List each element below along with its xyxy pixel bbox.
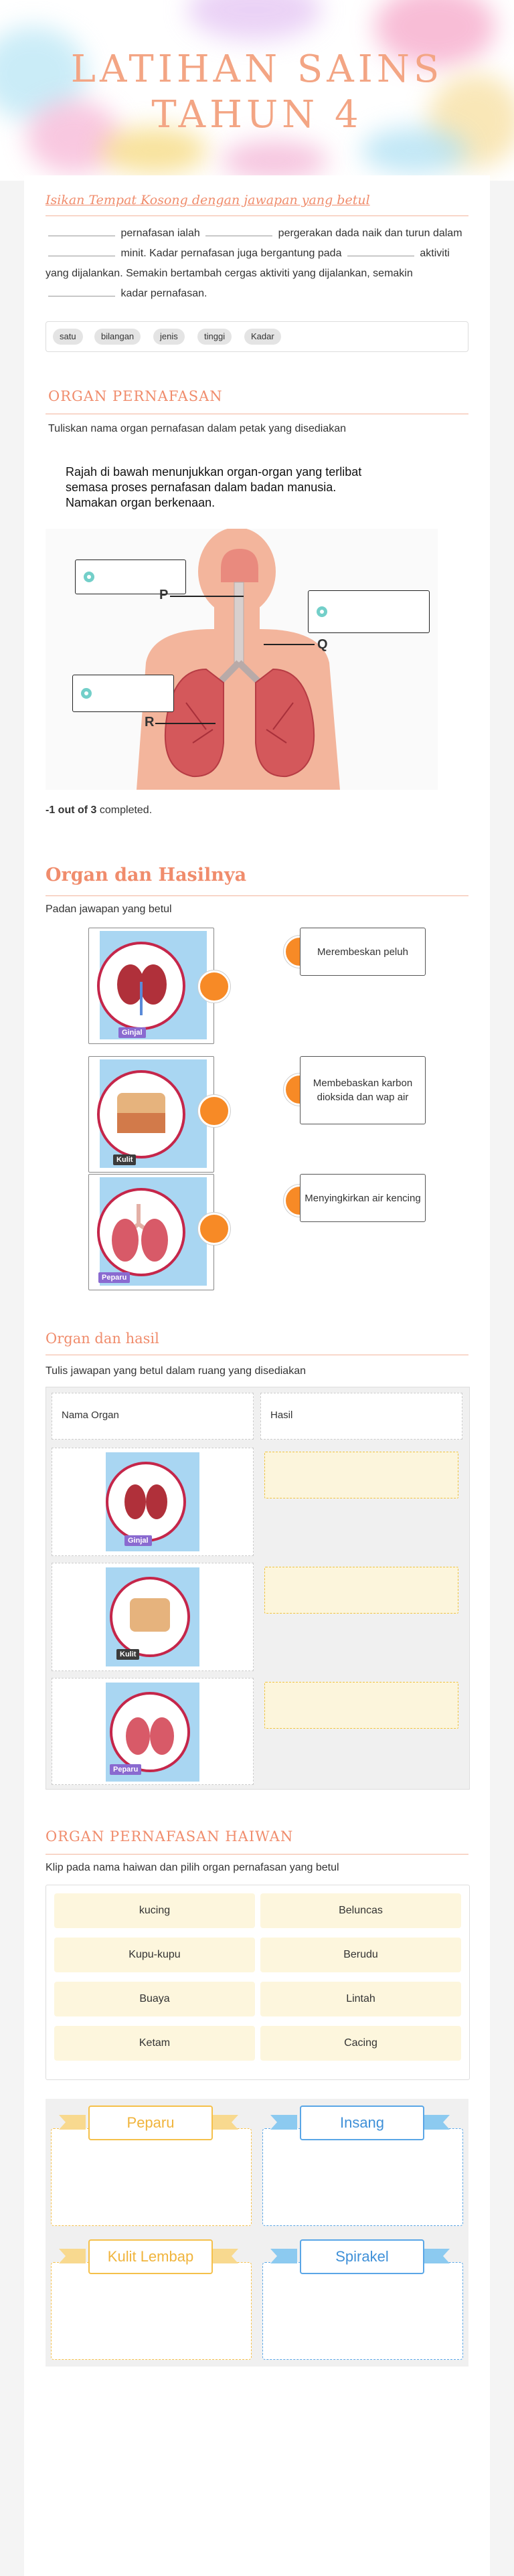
answer-drop-zone[interactable] [264,1452,458,1498]
progress-suffix: completed. [96,804,153,816]
match-answer[interactable]: Menyingkirkan air kencing [300,1174,426,1222]
section5-divider [46,1854,468,1855]
category-label-kulit-lembap: Kulit Lembap [88,2239,213,2274]
section4-instruction: Tulis jawapan yang betul dalam ruang yang disediakan [46,1365,306,1377]
category-label-insang: Insang [300,2106,424,2140]
table-row [52,1678,254,1785]
image-tag: Kulit [116,1649,139,1660]
audio-dot-icon[interactable] [317,606,327,617]
word-bank [46,321,468,352]
word-chip[interactable]: Kadar [244,329,281,345]
pointer-line-q [264,644,315,645]
answer-table [46,1387,470,1790]
section3-divider [46,895,468,896]
section5-title: ORGAN PERNAFASAN HAIWAN [46,1828,294,1844]
match-image-kulit[interactable] [88,1056,214,1173]
ribbon-left-icon [59,2246,86,2263]
animal-chip[interactable]: Beluncas [260,1893,461,1928]
page-title-line-2: TAHUN 4 [151,93,363,137]
animal-chip[interactable]: Cacing [260,2026,461,2061]
category-drop-area [46,2099,468,2367]
ribbon-left-icon [270,2112,297,2130]
section5-instruction: Klip pada nama haiwan dan pilih organ pernafasan yang betul [46,1862,339,1873]
page-title-line-1: LATIHAN SAINS [70,48,444,91]
ribbon-left-icon [270,2246,297,2263]
image-tag: Kulit [113,1154,136,1165]
animal-chip[interactable]: Berudu [260,1938,461,1972]
ribbon-right-icon [211,2112,238,2130]
label-r: R [145,715,155,729]
animal-chip[interactable]: Buaya [54,1982,255,2016]
image-tag: Peparu [98,1272,130,1283]
skin-icon [100,1073,183,1156]
match-image-peparu[interactable] [88,1174,214,1290]
animal-options [46,1885,470,2080]
image-tag: Ginjal [118,1027,146,1038]
kidney-icon [99,1452,206,1551]
word-chip[interactable]: bilangan [94,329,141,345]
category-drop-zone-kulit-lembap[interactable] [51,2262,252,2360]
ribbon-right-icon [423,2246,450,2263]
animal-chip[interactable]: Kupu-kupu [54,1938,255,1972]
skin-icon [99,1567,206,1666]
sentence-part-1: pernafasan ialah [120,228,200,239]
progress-text [46,804,152,817]
table-row [52,1563,254,1671]
ribbon-right-icon [211,2246,238,2263]
match-connector-dot[interactable] [198,970,230,1003]
diagram-text-line-2: semasa proses pernafasan dalam badan manusia. [66,481,337,494]
label-p: P [159,588,169,602]
diagram-text-line-3: Namakan organ berkenaan. [66,496,216,509]
category-label-peparu: Peparu [88,2106,213,2140]
sentence-part-2: pergerakan dada naik dan turun dalam [278,228,462,239]
table-header-cell [260,1393,462,1440]
sentence-part-5: kadar pernafasan. [120,288,207,299]
category-drop-zone-insang[interactable] [262,2128,463,2226]
label-box-p[interactable] [75,560,186,594]
answer-drop-zone[interactable] [264,1567,458,1614]
sentence-part-4: aktiviti yang dijalankan. Semakin bertambah cergas aktiviti yang dijalankan, semakin [46,248,450,279]
column-header-result: Hasil [270,1409,293,1421]
section2-instruction: Tuliskan nama organ pernafasan dalam petak yang disediakan [48,423,347,434]
image-tag: Peparu [110,1764,141,1775]
section3-title: Organ dan Hasilnya [46,865,247,885]
word-chip[interactable]: satu [53,329,83,345]
ribbon-left-icon [59,2112,86,2130]
sentence-part-3: minit. Kadar pernafasan juga bergantung pada [120,248,342,259]
match-answer[interactable]: Merembeskan peluh [300,928,426,976]
section3-instruction: Padan jawapan yang betul [46,904,172,915]
table-row [52,1448,254,1556]
word-chip[interactable]: tinggi [197,329,232,345]
page-title [0,47,514,138]
animal-chip[interactable]: kucing [54,1893,255,1928]
match-connector-dot[interactable] [198,1095,230,1127]
progress-count: -1 out of 3 [46,804,97,816]
section2-title: ORGAN PERNAFASAN [48,388,223,404]
respiratory-diagram [46,455,438,790]
audio-dot-icon[interactable] [84,572,94,582]
word-chip[interactable]: jenis [153,329,185,345]
label-box-q[interactable] [308,590,430,633]
category-label-spirakel: Spirakel [300,2239,424,2274]
column-header-organ: Nama Organ [62,1409,119,1421]
category-drop-zone-peparu[interactable] [51,2128,252,2226]
pointer-line-r [155,723,216,724]
category-drop-zone-spirakel[interactable] [262,2262,463,2360]
answer-drop-zone[interactable] [264,1682,458,1729]
diagram-text [66,464,361,511]
match-answer[interactable]: Membebaskan karbon dioksida dan wap air [300,1056,426,1124]
match-connector-dot[interactable] [198,1213,230,1245]
fill-blank-paragraph [46,224,474,304]
section1-title: Isikan Tempat Kosong dengan jawapan yang betul [46,193,370,207]
diagram-text-line-1: Rajah di bawah menunjukkan organ-organ yang terlibat [66,465,362,479]
section4-title: Organ dan hasil [46,1330,159,1347]
lungs-icon [100,1191,183,1274]
header-banner [0,0,514,181]
table-header-cell [52,1393,254,1440]
image-tag: Ginjal [124,1535,152,1546]
audio-dot-icon[interactable] [81,688,92,699]
match-image-ginjal[interactable] [88,928,214,1044]
label-q: Q [317,637,328,652]
animal-chip[interactable]: Ketam [54,2026,255,2061]
ribbon-right-icon [423,2112,450,2130]
kidney-icon [100,944,183,1027]
animal-chip[interactable]: Lintah [260,1982,461,2016]
label-box-r[interactable] [72,675,174,712]
pointer-line-p [170,596,244,597]
